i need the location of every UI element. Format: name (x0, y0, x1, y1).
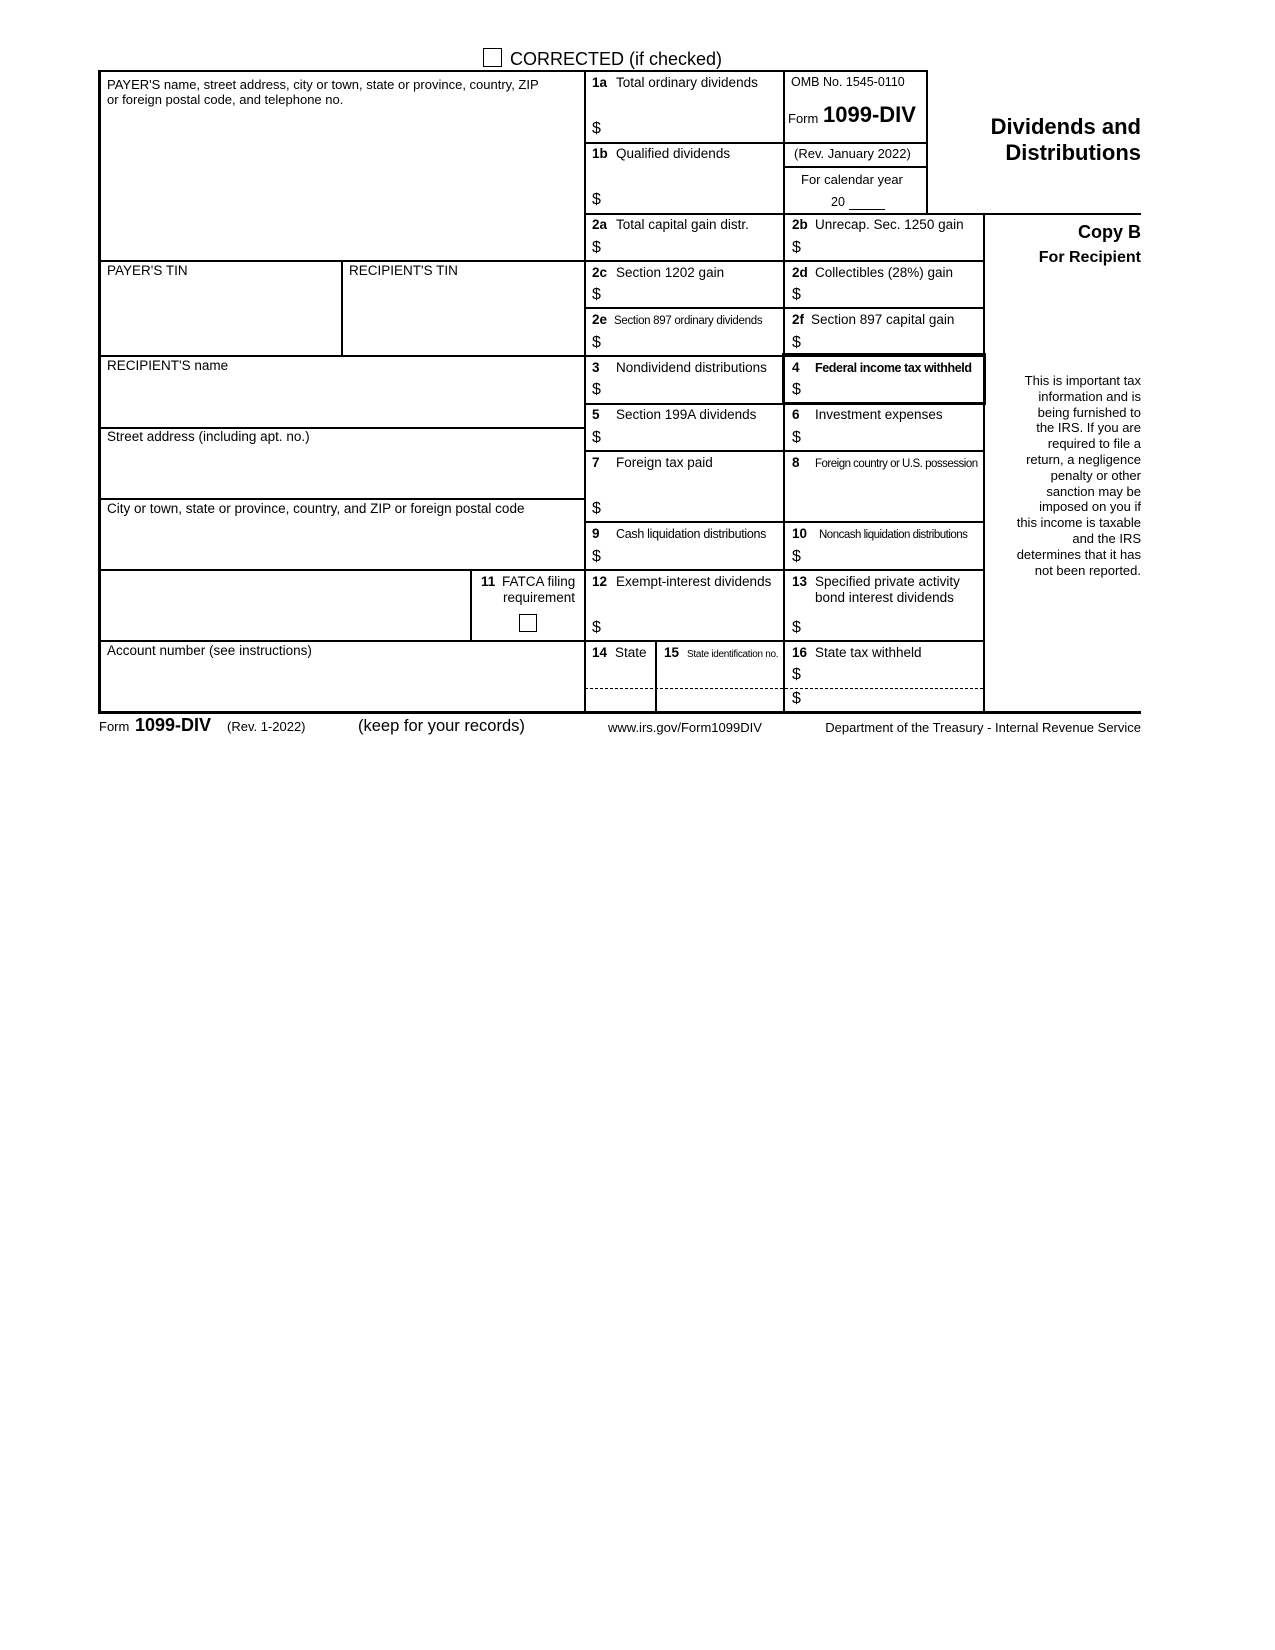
box-16-number: 16 (792, 645, 808, 660)
box-2e-field[interactable] (606, 332, 780, 354)
notice-line: not been reported. (1034, 562, 1141, 578)
box-5-number: 5 (592, 407, 600, 422)
footer-keep-records: (keep for your records) (358, 717, 525, 735)
box-2c-dollar: $ (592, 286, 601, 303)
notice-line: return, a negligence (1026, 451, 1141, 467)
box-16-dollar-2: $ (792, 690, 801, 707)
notice-line: being furnished to (1037, 404, 1141, 420)
box-12-number: 12 (592, 574, 608, 589)
box-11-number: 11 (481, 574, 496, 589)
box-11-label-line1: FATCA filing (502, 574, 576, 589)
recipient-tin-label: RECIPIENT'S TIN (349, 263, 458, 278)
street-address-field[interactable] (104, 447, 580, 495)
notice-line: sanction may be (1046, 483, 1141, 499)
box-1b-label: Qualified dividends (616, 146, 731, 161)
box-8-field[interactable] (788, 474, 980, 518)
box-6-label: Investment expenses (815, 407, 943, 422)
box-14-field-1[interactable] (588, 664, 652, 686)
box-2b-label: Unrecap. Sec. 1250 gain (815, 217, 964, 232)
box-16-field-1[interactable] (806, 664, 980, 686)
footer-form-name: 1099-DIV (135, 715, 212, 735)
box-1a-field[interactable] (606, 118, 780, 140)
box-7-number: 7 (592, 455, 600, 470)
box-12-field[interactable] (606, 617, 780, 639)
footer-form-prefix: Form (99, 719, 130, 734)
notice-line: required to file a (1047, 436, 1141, 452)
box-6-field[interactable] (806, 427, 980, 449)
box-9-field[interactable] (606, 546, 780, 568)
city-state-zip-label: City or town, state or province, country, and ZIP or foreign postal code (107, 501, 525, 516)
omb-form-prefix: Form (788, 111, 819, 126)
box-3-field[interactable] (606, 380, 780, 402)
box-5-label: Section 199A dividends (616, 407, 757, 422)
box-2f-number: 2f (792, 312, 805, 327)
box-2b-number: 2b (792, 217, 808, 232)
box-2d-dollar: $ (792, 286, 801, 303)
box-13-field[interactable] (806, 617, 980, 639)
box-2c-number: 2c (592, 265, 608, 280)
corrected-checkbox[interactable] (483, 48, 502, 67)
box-3-number: 3 (592, 360, 600, 375)
box-7-field[interactable] (606, 498, 780, 520)
notice-line: information and is (1038, 388, 1141, 404)
payer-tin-field[interactable] (104, 282, 338, 352)
box-1a-label: Total ordinary dividends (616, 75, 758, 90)
notice-line: This is important tax (1024, 373, 1141, 388)
calendar-year-prefix: 20 (831, 195, 845, 209)
box-4-dollar: $ (792, 381, 801, 398)
box-13-label-line1: Specified private activity (815, 574, 960, 589)
box-5-field[interactable] (606, 427, 780, 449)
box-5-dollar: $ (592, 429, 601, 446)
box-16-label: State tax withheld (815, 645, 922, 660)
account-number-field[interactable] (104, 662, 580, 708)
box-15-label: State identification no. (687, 649, 779, 660)
recipient-tin-field[interactable] (346, 282, 580, 352)
box-1a-number: 1a (592, 75, 608, 90)
box-1b-number: 1b (592, 146, 608, 161)
box-4-number: 4 (792, 360, 800, 375)
recipient-name-field[interactable] (104, 376, 580, 424)
box-11-label-line2: requirement (503, 590, 576, 605)
box-2c-label: Section 1202 gain (616, 265, 725, 280)
box-2d-label: Collectibles (28%) gain (815, 265, 954, 280)
form-title-line2: Distributions (1005, 140, 1141, 165)
box-10-label: Noncash liquidation distributions (819, 529, 968, 541)
box-3-label: Nondividend distributions (616, 360, 767, 375)
box-12-label: Exempt-interest dividends (616, 574, 772, 589)
box-7-label: Foreign tax paid (616, 455, 713, 470)
box-14-label: State (615, 645, 647, 660)
notice-line: the IRS. If you are (1036, 420, 1141, 436)
box-9-label: Cash liquidation distributions (616, 527, 767, 541)
omb-form-name: 1099-DIV (823, 102, 916, 127)
omb-number: OMB No. 1545-0110 (791, 75, 905, 89)
box-7-dollar: $ (592, 500, 601, 517)
box-2a-field[interactable] (606, 237, 780, 259)
street-address-label: Street address (including apt. no.) (107, 429, 310, 444)
box-2a-label: Total capital gain distr. (616, 217, 749, 232)
city-state-zip-field[interactable] (104, 519, 580, 567)
fatca-checkbox[interactable] (519, 614, 537, 632)
payer-name-label-line1: PAYER'S name, street address, city or town, state or province, country, ZIP (107, 77, 539, 92)
footer-agency: Department of the Treasury - Internal Revenue Service (825, 720, 1141, 735)
box-1a-dollar: $ (592, 120, 601, 137)
box-14-number: 14 (592, 645, 608, 660)
notice-line: determines that it has (1016, 546, 1141, 562)
calendar-year-field[interactable] (849, 195, 885, 210)
box-1b-dollar: $ (592, 191, 601, 208)
omb-revision: (Rev. January 2022) (794, 146, 911, 161)
box-10-dollar: $ (792, 548, 801, 565)
box-1b-field[interactable] (606, 190, 780, 212)
box-2c-field[interactable] (606, 284, 780, 306)
box-2a-dollar: $ (592, 239, 601, 256)
box-4-field[interactable] (806, 380, 978, 400)
box-13-label-line2: bond interest dividends (815, 590, 954, 605)
box-4-label: Federal income tax withheld (815, 361, 972, 375)
box-2e-label: Section 897 ordinary dividends (614, 315, 763, 327)
box-2a-number: 2a (592, 217, 608, 232)
account-number-label: Account number (see instructions) (107, 643, 312, 658)
box-9-dollar: $ (592, 548, 601, 565)
form-title-line1: Dividends and (990, 114, 1141, 139)
corrected-label: CORRECTED (if checked) (510, 49, 723, 69)
box-2f-field[interactable] (806, 332, 980, 354)
payer-name-field[interactable] (104, 110, 580, 258)
box-15-field-1[interactable] (660, 664, 780, 686)
blank-left-field[interactable] (104, 573, 466, 637)
box-2f-label: Section 897 capital gain (811, 312, 955, 327)
box-2d-number: 2d (792, 265, 808, 280)
box-2b-dollar: $ (792, 239, 801, 256)
copy-b-label: Copy B (1078, 222, 1141, 242)
notice-line: penalty or other (1050, 467, 1141, 483)
box-9-number: 9 (592, 526, 600, 541)
box-16-field-2[interactable] (806, 690, 980, 710)
box-8-label: Foreign country or U.S. possession (815, 458, 978, 470)
important-tax-notice (991, 373, 1141, 578)
box-15-number: 15 (664, 645, 680, 660)
box-2f-dollar: $ (792, 334, 801, 351)
for-recipient-label: For Recipient (1038, 249, 1141, 266)
box-8-number: 8 (792, 455, 800, 470)
box-2e-dollar: $ (592, 334, 601, 351)
box-2b-field[interactable] (806, 237, 980, 259)
box-2e-number: 2e (592, 312, 608, 327)
box-3-dollar: $ (592, 381, 601, 398)
footer-url: www.irs.gov/Form1099DIV (608, 720, 762, 735)
box-12-dollar: $ (592, 619, 601, 636)
payer-name-label-line2: or foreign postal code, and telephone no. (107, 92, 344, 107)
payer-tin-label: PAYER'S TIN (107, 263, 188, 278)
box-16-dollar-1: $ (792, 666, 801, 683)
box-6-number: 6 (792, 407, 800, 422)
box-13-dollar: $ (792, 619, 801, 636)
box-14-field-2[interactable] (588, 690, 652, 710)
box-10-field[interactable] (806, 546, 980, 568)
recipient-name-label: RECIPIENT'S name (107, 358, 229, 373)
notice-line: this income is taxable (1016, 515, 1141, 531)
footer-revision: (Rev. 1-2022) (227, 719, 306, 734)
notice-line: imposed on you if (1039, 499, 1141, 515)
box-15-field-2[interactable] (660, 690, 780, 710)
box-2d-field[interactable] (806, 284, 980, 306)
box-10-number: 10 (792, 526, 808, 541)
calendar-year-label: For calendar year (801, 172, 903, 187)
notice-line: and the IRS (1072, 530, 1141, 546)
box-6-dollar: $ (792, 429, 801, 446)
box-13-number: 13 (792, 574, 808, 589)
